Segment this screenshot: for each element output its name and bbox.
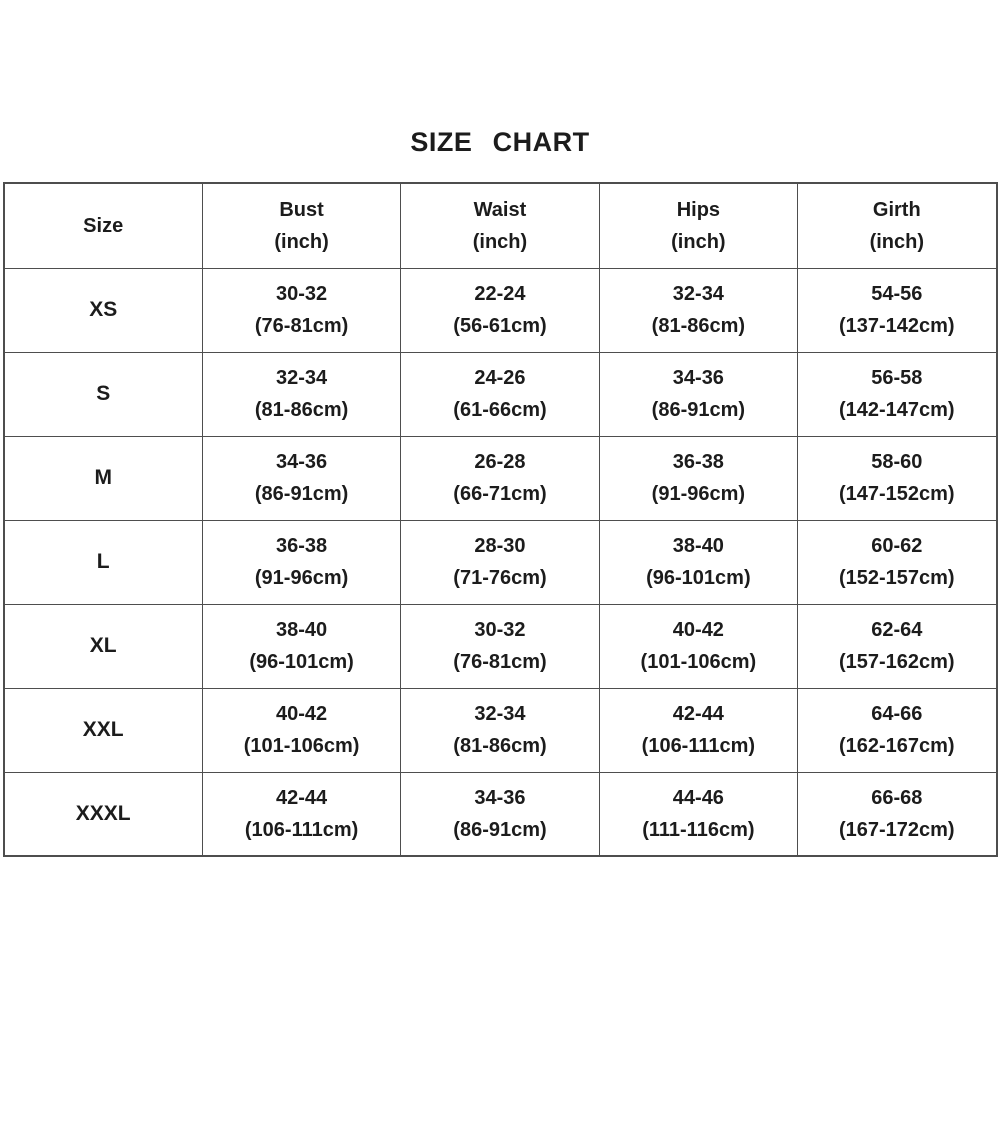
inch-value: 58-60 [871, 451, 923, 473]
table-row-s [4, 352, 997, 436]
girth-cell [798, 604, 997, 688]
hips-cell [599, 772, 797, 856]
waist-cell [401, 688, 599, 772]
size-cell [4, 268, 203, 352]
header-label: Size [83, 214, 124, 237]
size-value: XXL [82, 718, 124, 741]
cm-value: (96-101cm) [249, 651, 354, 673]
cm-value: (106-111cm) [244, 818, 359, 841]
girth-cell [798, 520, 997, 604]
cm-value: (101-106cm) [640, 651, 757, 673]
cm-value: (71-76cm) [453, 567, 547, 589]
inch-value: 32-34 [474, 703, 526, 725]
header-label: Hips [676, 198, 721, 221]
inch-value: 38-40 [672, 535, 724, 557]
table-row-m [4, 436, 997, 520]
inch-value: 22-24 [474, 283, 526, 305]
inch-value: 40-42 [672, 619, 724, 641]
inch-value: 40-42 [276, 703, 328, 725]
size-cell [4, 436, 203, 520]
size-value: XL [89, 634, 117, 657]
page-title: SIZE CHART [410, 127, 590, 157]
table-row-xxxl [4, 772, 997, 856]
waist-cell [401, 520, 599, 604]
cm-value: (137-142cm) [838, 315, 955, 337]
inch-value: 38-40 [276, 619, 328, 641]
header-unit: (inch) [869, 230, 924, 253]
inch-value: 42-44 [672, 703, 724, 725]
inch-value: 24-26 [474, 367, 526, 389]
hips-cell [599, 520, 797, 604]
table-row-xl [4, 604, 997, 688]
bust-cell [202, 436, 400, 520]
cm-value: (61-66cm) [453, 399, 547, 421]
inch-value: 60-62 [871, 535, 923, 557]
table-row-xs [4, 268, 997, 352]
inch-value: 42-44 [276, 786, 328, 809]
inch-value: 36-38 [672, 451, 724, 473]
cm-value: (66-71cm) [453, 483, 547, 505]
inch-value: 34-36 [474, 786, 526, 809]
hips-cell [599, 436, 797, 520]
size-value: S [96, 382, 111, 405]
cm-value: (157-162cm) [838, 651, 955, 673]
size-cell [4, 520, 203, 604]
cm-value: (167-172cm) [838, 818, 955, 841]
cm-value: (56-61cm) [453, 315, 547, 337]
cm-value: (76-81cm) [453, 651, 547, 673]
header-label: Waist [473, 198, 527, 221]
inch-value: 64-66 [871, 703, 923, 725]
girth-cell [798, 268, 997, 352]
cm-value: (152-157cm) [838, 567, 955, 589]
inch-value: 56-58 [871, 367, 923, 389]
cm-value: (81-86cm) [254, 399, 349, 421]
waist-cell [401, 268, 599, 352]
cm-value: (86-91cm) [254, 483, 349, 505]
bust-cell [202, 772, 400, 856]
table-body [4, 268, 997, 856]
girth-cell [798, 772, 997, 856]
waist-cell [401, 772, 599, 856]
waist-cell [401, 352, 599, 436]
cm-value: (106-111cm) [641, 735, 756, 757]
cm-value: (81-86cm) [651, 315, 746, 337]
size-cell [4, 604, 203, 688]
table-row-l [4, 520, 997, 604]
bust-cell [202, 268, 400, 352]
inch-value: 34-36 [672, 367, 724, 389]
bust-cell [202, 520, 400, 604]
inch-value: 62-64 [871, 619, 923, 641]
size-value: XXXL [75, 801, 131, 825]
cm-value: (91-96cm) [254, 567, 349, 589]
size-chart-page [0, 127, 1000, 857]
girth-cell [798, 436, 997, 520]
size-value: M [94, 466, 112, 489]
header-unit: (inch) [274, 230, 329, 253]
header-cell-girth [798, 183, 997, 268]
size-chart-table [3, 182, 998, 857]
inch-value: 36-38 [276, 535, 328, 557]
header-row [4, 183, 997, 268]
inch-value: 30-32 [474, 619, 526, 641]
cm-value: (147-152cm) [838, 483, 955, 505]
hips-cell [599, 688, 797, 772]
header-label: Girth [872, 198, 921, 221]
header-label: Bust [279, 198, 324, 221]
hips-cell [599, 268, 797, 352]
size-value: XS [89, 298, 118, 321]
inch-value: 54-56 [871, 283, 923, 305]
inch-value: 26-28 [474, 451, 526, 473]
inch-value: 30-32 [276, 283, 328, 305]
inch-value: 32-34 [672, 283, 724, 305]
girth-cell [798, 688, 997, 772]
header-cell-size [4, 183, 203, 268]
bust-cell [202, 604, 400, 688]
waist-cell [401, 436, 599, 520]
cm-value: (96-101cm) [646, 567, 751, 589]
cm-value: (142-147cm) [838, 399, 955, 421]
header-cell-waist [401, 183, 599, 268]
cm-value: (86-91cm) [651, 399, 746, 421]
table-header [4, 183, 997, 268]
header-cell-bust [202, 183, 400, 268]
inch-value: 66-68 [871, 786, 923, 809]
hips-cell [599, 352, 797, 436]
table-row-xxl [4, 688, 997, 772]
header-unit: (inch) [671, 230, 726, 253]
inch-value: 28-30 [474, 535, 526, 557]
cm-value: (111-116cm) [642, 818, 755, 841]
cm-value: (101-106cm) [243, 735, 360, 757]
cm-value: (162-167cm) [838, 735, 955, 757]
bust-cell [202, 688, 400, 772]
header-unit: (inch) [472, 230, 528, 253]
size-value: L [96, 550, 110, 573]
inch-value: 32-34 [276, 367, 328, 389]
girth-cell [798, 352, 997, 436]
size-cell [4, 352, 203, 436]
cm-value: (86-91cm) [453, 818, 547, 841]
cm-value: (91-96cm) [651, 483, 746, 505]
size-cell [4, 772, 203, 856]
hips-cell [599, 604, 797, 688]
header-cell-hips [599, 183, 797, 268]
cm-value: (81-86cm) [453, 735, 547, 757]
waist-cell [401, 604, 599, 688]
size-cell [4, 688, 203, 772]
inch-value: 34-36 [276, 451, 328, 473]
bust-cell [202, 352, 400, 436]
cm-value: (76-81cm) [254, 315, 349, 337]
inch-value: 44-46 [672, 786, 724, 809]
